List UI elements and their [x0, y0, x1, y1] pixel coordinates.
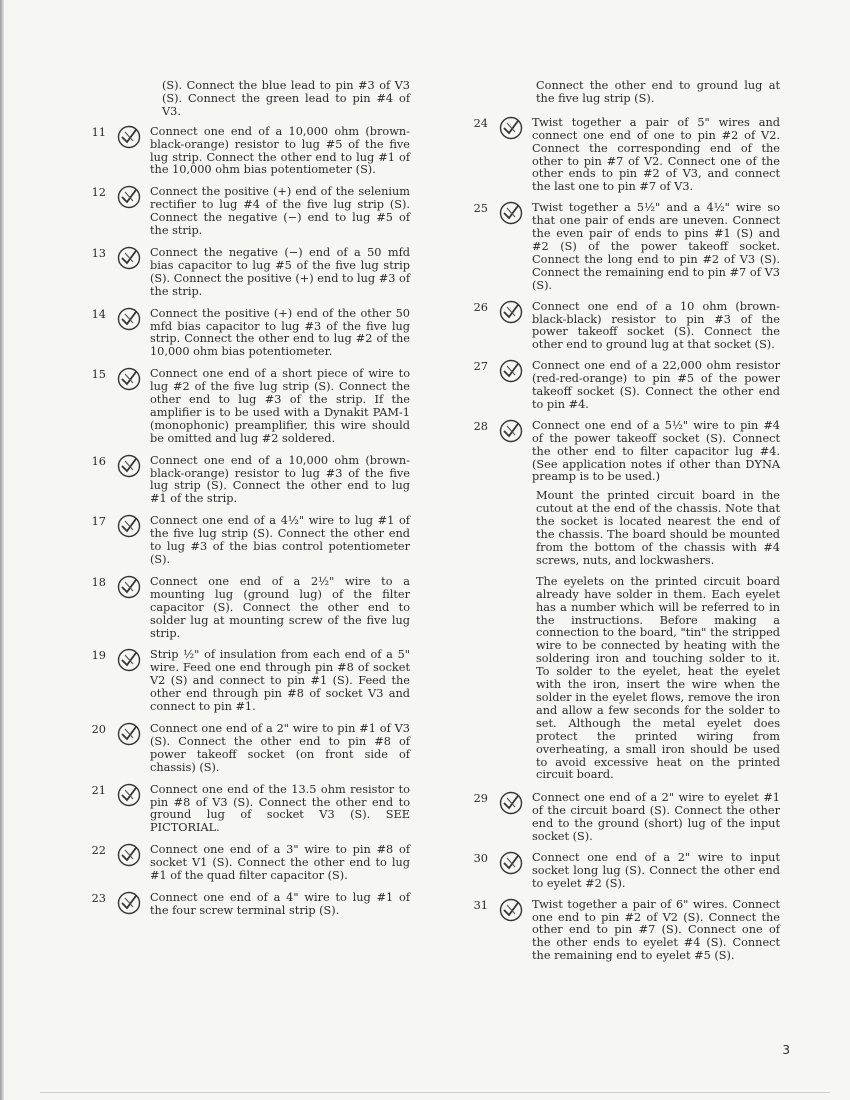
step-check-icon[interactable] [498, 358, 524, 384]
step-number: 25 [473, 202, 488, 216]
step-text: Connect one end of a 10 ohm (brown-black-black) resistor to pin #3 of the power takeoff socket (S). Connect the other end to ground lug at that socket (S). [532, 299, 780, 352]
step-item [462, 850, 780, 891]
step-item [462, 790, 780, 844]
step-item [80, 513, 410, 567]
step-check-icon[interactable] [498, 790, 524, 816]
right-step-list-b [462, 790, 780, 963]
left-column [80, 80, 410, 925]
step-item [80, 842, 410, 883]
step-text: Connect one end of a 4" wire to lug #1 of the four screw terminal strip (S). [150, 890, 410, 917]
step-check-icon[interactable] [116, 647, 142, 673]
step-text: Twist together a 5½" and a 4½" wire so that one pair of ends are uneven. Connect the even pair of ends to pins #1 (S) and #2 (S) of the power takeoff socket. Connect the long end to pin #2 of V3 (S). Connect the remaining end to pin #7 of V3 (S). [532, 201, 780, 292]
step-text: Connect one end of a 2½" wire to a mounting lug (ground lug) of the filter capacitor (S). Connect the other end to solder lug at mounting screw of the five lug strip. [150, 574, 410, 640]
step-item [80, 124, 410, 178]
step-number: 31 [473, 898, 488, 912]
right-column [462, 80, 780, 969]
step-check-icon[interactable] [498, 299, 524, 325]
scan-edge [0, 0, 4, 1100]
step-number: 23 [91, 891, 106, 905]
step-number: 16 [91, 454, 106, 468]
step-number: 27 [473, 360, 488, 374]
step-text: Connect one end of a 4½" wire to lug #1 of the five lug strip (S). Connect the other end to lug #3 of the bias control potentiometer (S). [150, 514, 410, 566]
step-number: 11 [91, 125, 106, 139]
step-number: 18 [91, 575, 106, 589]
left-step-list [80, 124, 410, 918]
step-text: Twist together a pair of 5" wires and connect one end of one to pin #2 of V2. Connect the corresponding end of the other to pin #7 of V2. Connect one of the other ends to pin #2 of V3, and connect the last one to pin #7 of V3. [532, 115, 780, 194]
step-check-icon[interactable] [116, 124, 142, 150]
step-check-icon[interactable] [116, 245, 142, 271]
step-text: Connect the positive (+) end of the other 50 mfd bias capacitor to lug #3 of the five lug strip. Connect the other end to lug #2 of the 10,000 ohm bias potentiometer. [150, 306, 410, 359]
step-check-icon[interactable] [116, 574, 142, 600]
step-text: Connect one end of a 2" wire to input socket long lug (S). Connect the other end to eyelet #2 (S). [532, 850, 780, 890]
step-item [462, 358, 780, 412]
right-paragraph-list [462, 490, 780, 782]
step-number: 17 [91, 515, 106, 529]
step-item [80, 306, 410, 360]
step-number: 21 [91, 783, 106, 797]
step-number: 26 [473, 300, 488, 314]
step-check-icon[interactable] [116, 306, 142, 332]
step-check-icon[interactable] [116, 842, 142, 868]
step-check-icon[interactable] [498, 897, 524, 923]
step-number: 22 [91, 844, 106, 858]
step-number: 15 [91, 368, 106, 382]
step-text: Connect one end of the 13.5 ohm resistor to pin #8 of V3 (S). Connect the other end to ground lug of socket V3 (S). SEE PICTORIAL. [150, 782, 410, 835]
step-item [80, 245, 410, 299]
step-item [80, 890, 410, 918]
step-number: 29 [473, 792, 488, 806]
step-text: Connect the positive (+) end of the selenium rectifier to lug #4 of the five lug strip (S). Connect the negative (−) end to lug #5 of the strip. [150, 185, 410, 238]
step-item [462, 418, 780, 485]
step-item [80, 782, 410, 836]
step-check-icon[interactable] [116, 366, 142, 392]
step-item [462, 200, 780, 292]
step-check-icon[interactable] [116, 513, 142, 539]
step-text: Strip ½" of insulation from each end of a 5" wire. Feed one end through pin #8 of socket V2 (S) and connect to pin #1 (S). Feed the other end through pin #8 of socket V3 and connect to pin #1. [150, 648, 410, 714]
step-text: Connect one end of a 22,000 ohm resistor (red-red-orange) to pin #5 of the power takeoff socket (S). Connect the other end to pin #4. [532, 359, 780, 411]
step-item [462, 115, 780, 194]
step-text: Connect the negative (−) end of a 50 mfd bias capacitor to lug #5 of the five lug strip (S). Connect the positive (+) end to lug #3 of the strip. [150, 245, 410, 298]
step-check-icon[interactable] [116, 184, 142, 210]
page-number: 3 [782, 1043, 790, 1057]
step-check-icon[interactable] [116, 782, 142, 808]
step-check-icon[interactable] [498, 850, 524, 876]
instruction-paragraph: The eyelets on the printed circuit board already have solder in them. Each eyelet has a number which will be referred to in the instructions. Before making a connection to the board, "tin" the stripped wire to be connected by heating with the soldering iron and touching solder to it. To solder to the eyelet, heat the eyelet with the iron, insert the wire when the solder in the eyelet flows, remove the iron and allow a few seconds for the solder to set. Although the metal eyelet does protect the printed wiring from overheating, a small iron should be used to avoid excessive heat on the printed circuit board. [536, 574, 780, 782]
step-number: 14 [91, 307, 106, 321]
step-check-icon[interactable] [116, 721, 142, 747]
step-check-icon[interactable] [116, 453, 142, 479]
right-step-list-a [462, 115, 780, 485]
step-text: Connect one end of a 2" wire to eyelet #1 of the circuit board (S). Connect the other end to the ground (short) lug of the input socket (S). [532, 791, 780, 844]
step-check-icon[interactable] [498, 418, 524, 444]
instruction-paragraph: Mount the printed circuit board in the cutout at the end of the chassis. Note that the socket is located nearest the end of the chassis. The board should be mounted from the bottom of the chassis with #4 screws, nuts, and lockwashers. [536, 489, 780, 567]
step-text: Connect one end of a 5½" wire to pin #4 of the power takeoff socket (S). Connect the other end to filter capacitor lug #4. (See application notes if other than DYNA preamp is to be used.) [532, 418, 780, 484]
step-item [462, 897, 780, 964]
step-item [80, 574, 410, 641]
step-check-icon[interactable] [498, 115, 524, 141]
step-item [80, 721, 410, 775]
bottom-rule [40, 1092, 830, 1093]
step-item [462, 299, 780, 353]
step-check-icon[interactable] [498, 200, 524, 226]
step-number: 12 [91, 186, 106, 200]
step-text: Connect one end of a 2" wire to pin #1 of V3 (S). Connect the other end to pin #8 of power takeoff socket (on front side of chassis) (S). [150, 721, 410, 774]
step-number: 20 [91, 722, 106, 736]
step-number: 24 [473, 116, 488, 130]
left-continuation-text: (S). Connect the blue lead to pin #3 of V3 (S). Connect the green lead to pin #4 of V3. [162, 79, 410, 118]
step-text: Connect one end of a 10,000 ohm (brown-black-orange) resistor to lug #3 of the five lug strip (S). Connect the other end to lug #1 of the strip. [150, 453, 410, 506]
step-item [80, 647, 410, 714]
step-number: 13 [91, 246, 106, 260]
step-number: 19 [91, 649, 106, 663]
step-text: Connect one end of a 3" wire to pin #8 of socket V1 (S). Connect the other end to lug #1 of the quad filter capacitor (S). [150, 843, 410, 883]
step-text: Connect one end of a short piece of wire to lug #2 of the five lug strip (S). Connect the other end to lug #3 of the strip. If the amplifier is to be used with a Dynakit PAM-1 (monophonic) preamplifier, this wire should be omitted and lug #2 soldered. [150, 367, 410, 445]
step-text: Connect one end of a 10,000 ohm (brown-black-orange) resistor to lug #5 of the five lug strip. Connect the other end to lug #1 of the 10,000 ohm bias potentiometer (S). [150, 124, 410, 177]
step-check-icon[interactable] [116, 890, 142, 916]
step-number: 28 [473, 419, 488, 433]
right-continuation-text: Connect the other end to ground lug at the five lug strip (S). [536, 79, 780, 105]
step-item [80, 184, 410, 238]
step-item [80, 366, 410, 445]
step-text: Twist together a pair of 6" wires. Connect one end to pin #2 of V2 (S). Connect the other end to pin #7 (S). Connect one of the other ends to eyelet #4 (S). Connect the remaining end to eyelet #5 (S). [532, 897, 780, 963]
step-number: 30 [473, 851, 488, 865]
step-item [80, 453, 410, 507]
